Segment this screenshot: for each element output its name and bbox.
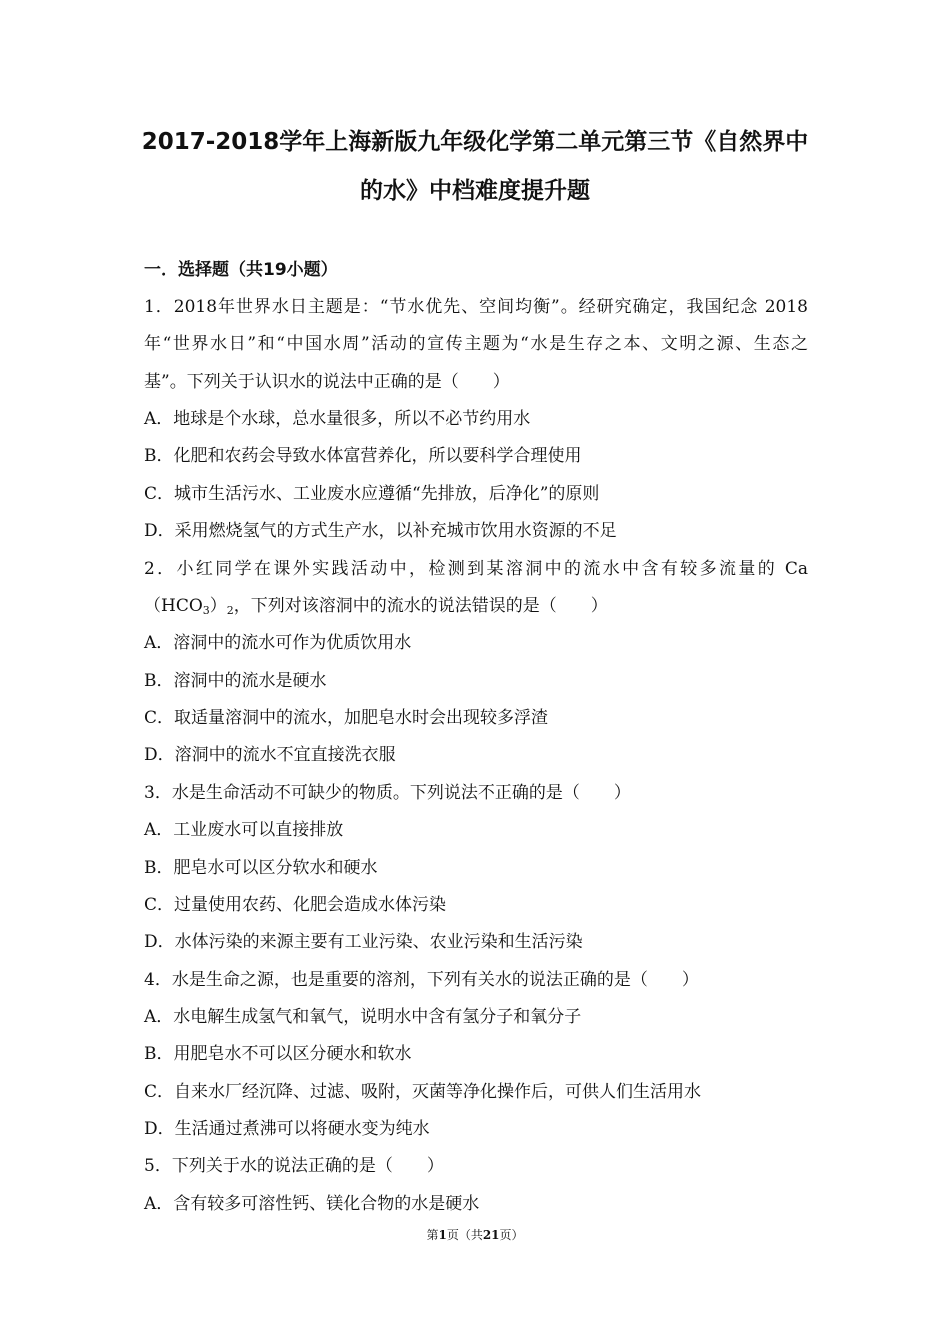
question-1-stem-line-2: 年“世界水日”和“中国水周”活动的宣传主题为“水是生存之本、文明之源、生态之 (144, 334, 808, 354)
formula-open: （HCO (144, 596, 203, 616)
question-2-option-d: D．溶洞中的流水不宜直接洗衣服 (144, 745, 396, 765)
question-1-option-c: C．城市生活污水、工业废水应遵循“先排放，后净化”的原则 (144, 484, 600, 504)
question-1-stem-line-3: 基”。下列关于认识水的说法中正确的是（ ） (144, 372, 510, 392)
document-title-line-2: 的水》中档难度提升题 (360, 178, 590, 204)
question-4-option-b: B．用肥皂水不可以区分硬水和软水 (144, 1044, 412, 1064)
question-2-stem-rest: ，下列对该溶洞中的流水的说法错误的是（ ） (233, 596, 608, 616)
formula-subscript-2: 2 (226, 604, 234, 617)
question-1-option-b: B．化肥和农药会导致水体富营养化，所以要科学合理使用 (144, 446, 582, 466)
footer-prefix: 第 (426, 1228, 439, 1242)
question-2-stem-line-1: 2．小红同学在课外实践活动中，检测到某溶洞中的流水中含有较多流量的 Ca (144, 559, 808, 579)
question-5-stem-line-1: 5．下列关于水的说法正确的是（ ） (144, 1156, 444, 1176)
footer-total-pages: 21 (482, 1228, 500, 1242)
footer-suffix: 页） (499, 1228, 524, 1242)
question-4-stem-line-1: 4．水是生命之源，也是重要的溶剂，下列有关水的说法正确的是（ ） (144, 970, 699, 990)
question-1-option-d: D．采用燃烧氢气的方式生产水，以补充城市饮用水资源的不足 (144, 521, 617, 541)
question-3-option-b: B．肥皂水可以区分软水和硬水 (144, 858, 378, 878)
document-title-line-1: 2017-2018学年上海新版九年级化学第二单元第三节《自然界中 (141, 129, 809, 155)
question-2-stem-line-2 (144, 594, 808, 623)
question-5-option-a: A．含有较多可溶性钙、镁化合物的水是硬水 (144, 1194, 480, 1214)
question-2-option-a: A．溶洞中的流水可作为优质饮用水 (144, 633, 412, 653)
formula-subscript-3: 3 (202, 604, 210, 617)
question-3-option-d: D．水体污染的来源主要有工业污染、农业污染和生活污染 (144, 932, 583, 952)
section-heading: 一．选择题（共19小题） (144, 260, 338, 280)
question-3-option-c: C．过量使用农药、化肥会造成水体污染 (144, 895, 447, 915)
question-3-option-a: A．工业废水可以直接排放 (144, 820, 344, 840)
question-3-stem-line-1: 3．水是生命活动不可缺少的物质。下列说法不正确的是（ ） (144, 783, 631, 803)
page-footer (0, 1227, 950, 1243)
question-4-option-d: D．生活通过煮沸可以将硬水变为纯水 (144, 1119, 430, 1139)
question-4-option-a: A．水电解生成氢气和氧气，说明水中含有氢分子和氧分子 (144, 1007, 582, 1027)
question-4-option-c: C．自来水厂经沉降、过滤、吸附，灭菌等净化操作后，可供人们生活用水 (144, 1082, 702, 1102)
question-1-option-a: A．地球是个水球，总水量很多，所以不必节约用水 (144, 409, 531, 429)
question-1-stem-line-1: 1．2018年世界水日主题是：“节水优先、空间均衡”。经研究确定，我国纪念 2018 (144, 297, 808, 317)
question-2-option-c: C．取适量溶洞中的流水，加肥皂水时会出现较多浮渣 (144, 708, 549, 728)
formula-close: ） (209, 596, 227, 616)
footer-page-number: 1 (438, 1228, 447, 1242)
question-2-option-b: B．溶洞中的流水是硬水 (144, 671, 327, 691)
footer-middle: 页（共 (446, 1228, 483, 1242)
